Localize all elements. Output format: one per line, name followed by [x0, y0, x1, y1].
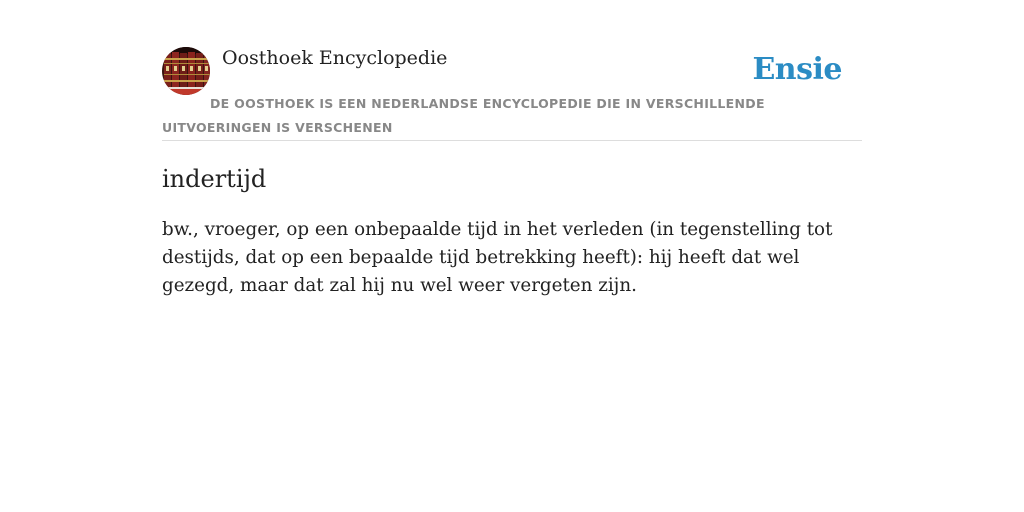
encyclopedia-books-icon[interactable] — [162, 47, 210, 95]
brand-logo[interactable]: Ensie — [752, 52, 842, 87]
site-tagline: DE OOSTHOEK IS EEN NEDERLANDSE ENCYCLOPEDIE DIE IN VERSCHILLENDE UITVOERINGEN IS VERSCHENEN — [162, 96, 765, 135]
site-header — [162, 46, 862, 141]
site-title[interactable]: Oosthoek Encyclopedie — [222, 47, 448, 69]
entry-title: indertijd — [162, 165, 267, 193]
entry-definition: bw., vroeger, op een onbepaalde tijd in het verleden (in tegenstelling tot destijds, dat op een bepaalde tijd betrekking heeft): hij heeft dat wel gezegd, maar dat zal hij nu wel weer vergeten zijn. — [162, 219, 833, 296]
